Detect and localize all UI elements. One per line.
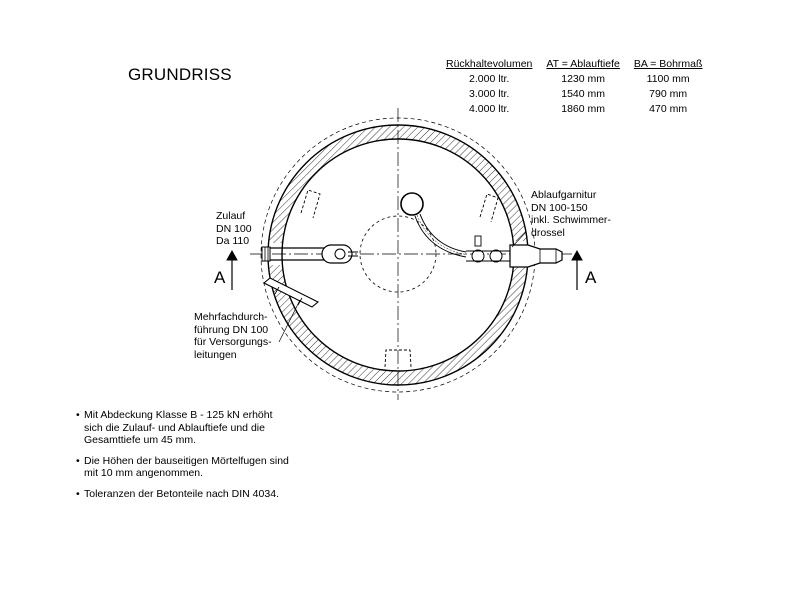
outlet-label-line: drossel [531,226,565,239]
note-item [76,455,289,480]
note-line: • Toleranzen der Betonteile nach DIN 4034. [84,487,279,500]
note-item [76,409,289,447]
feedthrough-label [194,311,272,361]
outlet-label-line: Ablaufgarnitur [531,189,597,201]
table-cell: 1230 mm [561,73,606,85]
table-cell: 1860 mm [561,103,606,115]
note-line: Gesamttiefe um 45 mm. [84,434,197,446]
section-label-left: A [214,268,226,287]
note-line: sich die Zulauf- und Ablauftiefe und die [84,421,265,434]
table-cell: 1540 mm [561,88,606,100]
inlet-label-line: DN 100 [216,222,252,235]
table-cell: 3.000 ltr. [469,88,510,100]
drawing-title: GRUNDRISS [128,65,232,84]
header-ablauftiefe: AT = Ablauftiefe [546,58,620,70]
table-cell: 1100 mm [646,73,690,85]
inlet-label-line: Da 110 [216,235,250,247]
feedthrough-label-line: für Versorgungs- [194,336,272,348]
table-cell: 2.000 ltr. [469,73,510,85]
note-line: mit 10 mm angenommen. [84,467,204,479]
feedthrough-label-line: leitungen [194,348,237,361]
feedthrough-label-line: Mehrfachdurch- [194,311,268,323]
inlet-label [216,210,252,248]
header-bohrmass: BA = Bohrmaß [633,58,703,70]
table-cell: 790 mm [649,88,688,100]
table-cell: 470 mm [649,103,688,115]
float-ball [401,193,423,215]
section-label-right: A [585,268,597,287]
notes-list [76,409,289,508]
table-cell: 4.000 ltr. [469,103,510,115]
outlet-label-line: DN 100-150 [531,201,588,214]
inlet-label-line: Zulauf [216,210,246,222]
outlet-label-line: inkl. Schwimmer- [531,214,611,226]
note-line: • Mit Abdeckung Klasse B - 125 kN erhöht [84,409,273,421]
header-rueckhaltevolumen: Rückhaltevolumen [446,58,533,70]
feedthrough-label-line: führung DN 100 [194,323,269,336]
note-item [76,488,289,501]
note-line: • Die Höhen der bauseitigen Mörtelfugen sind [84,454,289,467]
outlet-label [531,189,611,239]
